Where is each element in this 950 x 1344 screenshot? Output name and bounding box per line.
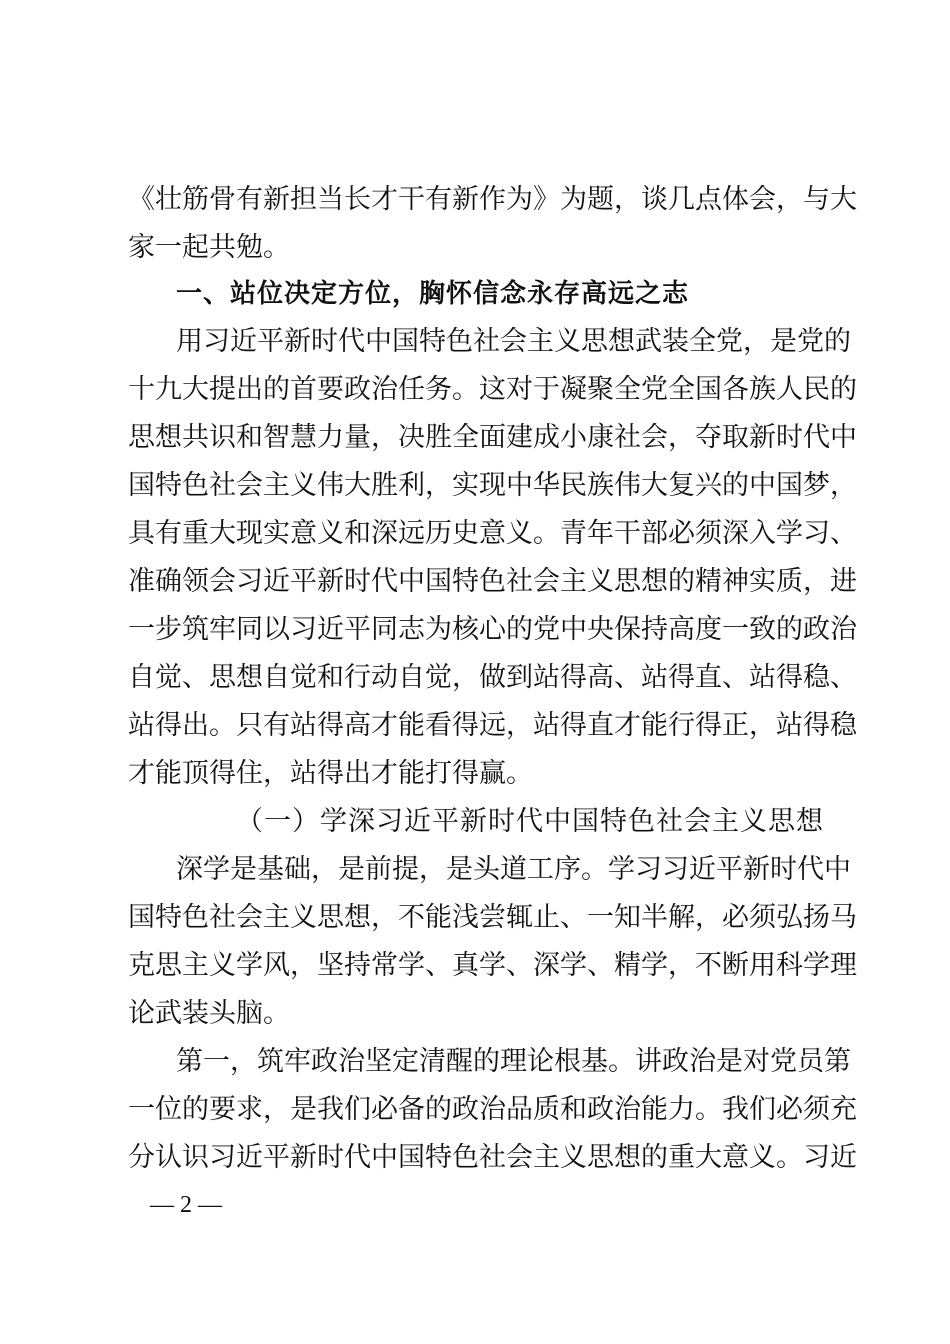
paragraph-1-line: 自觉、思想自觉和行动自觉，做到站得高、站得直、站得稳、	[128, 662, 857, 693]
paragraph-1-line: 用习近平新时代中国特色社会主义思想武装全党，是党的	[176, 326, 851, 357]
paragraph-1-line: 一步筑牢同以习近平同志为核心的党中央保持高度一致的政治	[128, 614, 857, 645]
paragraph-1-line: 才能顶得住，站得出才能打得赢。	[128, 758, 533, 789]
paragraph-1-line: 准确领会习近平新时代中国特色社会主义思想的精神实质，进	[128, 566, 857, 597]
paragraph-2-line: 国特色社会主义思想，不能浅尝辄止、一知半解，必须弘扬马	[128, 902, 857, 933]
paragraph-1-line: 十九大提出的首要政治任务。这对于凝聚全党全国各族人民的	[128, 374, 857, 405]
page-number: — 2 —	[150, 1192, 222, 1218]
paragraph-3-line: 第一，筑牢政治坚定清醒的理论根基。讲政治是对党员第	[176, 1046, 851, 1077]
paragraph-1-line: 思想共识和智慧力量，决胜全面建成小康社会，夺取新时代中	[128, 422, 857, 453]
paragraph-2-line: 论武装头脑。	[128, 998, 290, 1029]
subsection-heading: （一）学深习近平新时代中国特色社会主义思想	[236, 806, 824, 837]
paragraph-1-line: 站得出。只有站得高才能看得远，站得直才能行得正，站得稳	[128, 710, 857, 741]
section-heading: 一、站位决定方位，胸怀信念永存高远之志	[176, 279, 690, 309]
intro-line-2: 家一起共勉。	[128, 232, 290, 263]
paragraph-3-line: 分认识习近平新时代中国特色社会主义思想的重大意义。习近	[128, 1142, 857, 1173]
paragraph-2-line: 克思主义学风，坚持常学、真学、深学、精学，不断用科学理	[128, 950, 857, 981]
paragraph-3-line: 一位的要求，是我们必备的政治品质和政治能力。我们必须充	[128, 1094, 857, 1125]
paragraph-1-line: 国特色社会主义伟大胜利，实现中华民族伟大复兴的中国梦，	[128, 470, 857, 501]
paragraph-2-line: 深学是基础，是前提，是头道工序。学习习近平新时代中	[176, 854, 851, 885]
intro-line-1: 《壮筋骨有新担当长才干有新作为》为题，谈几点体会，与大	[128, 184, 857, 215]
paragraph-1-line: 具有重大现实意义和深远历史意义。青年干部必须深入学习、	[128, 518, 857, 549]
